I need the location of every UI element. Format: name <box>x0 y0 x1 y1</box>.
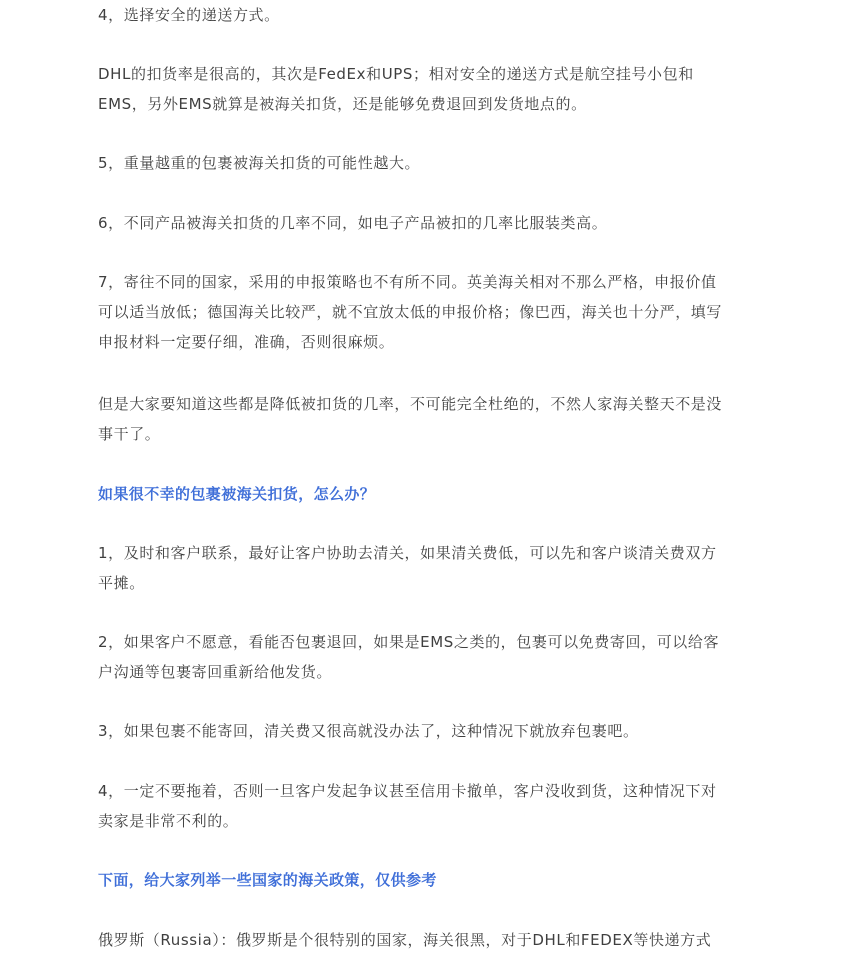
paragraph-russia <box>98 925 754 955</box>
paragraph-line: 2，如果客户不愿意，看能否包裹退回，如果是EMS之类的，包裹可以免费寄回，可以给客 <box>98 633 720 651</box>
paragraph-line: 3，如果包裹不能寄回，清关费又很高就没办法了，这种情况下就放弃包裹吧。 <box>98 722 639 740</box>
paragraph-tip-5 <box>98 148 754 178</box>
paragraph-step-1 <box>98 538 754 598</box>
section-heading-seized-package <box>98 479 754 509</box>
paragraph-step-4 <box>98 776 754 836</box>
paragraph-line: 4，一定不要拖着，否则一旦客户发起争议甚至信用卡撤单，客户没收到货，这种情况下对 <box>98 782 717 800</box>
paragraph-line: 卖家是非常不利的。 <box>98 812 239 830</box>
heading-line: 下面，给大家列举一些国家的海关政策，仅供参考 <box>98 871 437 889</box>
paragraph-line: 4，选择安全的递送方式。 <box>98 6 280 24</box>
paragraph-step-3 <box>98 716 754 746</box>
paragraph-line: 但是大家要知道这些都是降低被扣货的几率，不可能完全杜绝的，不然人家海关整天不是没 <box>98 395 723 413</box>
paragraph-line: 可以适当放低；德国海关比较严，就不宜放太低的申报价格；像巴西，海关也十分严，填写 <box>98 303 723 321</box>
paragraph-line: 申报材料一定要仔细，准确，否则很麻烦。 <box>98 333 395 351</box>
paragraph-carrier-risk <box>98 59 754 119</box>
paragraph-line: 俄罗斯（Russia）：俄罗斯是个很特别的国家，海关很黑，对于DHL和FEDEX等快递方式 <box>98 931 712 949</box>
heading-line: 如果很不幸的包裹被海关扣货，怎么办？ <box>98 485 376 503</box>
paragraph-line: 平摊。 <box>98 574 145 592</box>
paragraph-line: 6，不同产品被海关扣货的几率不同，如电子产品被扣的几率比服装类高。 <box>98 214 608 232</box>
paragraph-line: 5，重量越重的包裹被海关扣货的可能性越大。 <box>98 154 421 172</box>
paragraph-tip-7 <box>98 267 754 357</box>
paragraph-line: DHL的扣货率是很高的，其次是FedEx和UPS；相对安全的递送方式是航空挂号小包和 <box>98 65 694 83</box>
paragraph-step-2 <box>98 627 754 687</box>
paragraph-line: 7，寄往不同的国家，采用的申报策略也不有所不同。英美海关相对不那么严格，申报价值 <box>98 273 717 291</box>
paragraph-caveat <box>98 389 754 449</box>
section-heading-country-policies <box>98 865 754 895</box>
paragraph-tip-4 <box>98 0 754 30</box>
paragraph-tip-6 <box>98 208 754 238</box>
paragraph-line: 户沟通等包裹寄回重新给他发货。 <box>98 663 333 681</box>
paragraph-line: 1，及时和客户联系，最好让客户协助去清关，如果清关费低，可以先和客户谈清关费双方 <box>98 544 717 562</box>
paragraph-line: EMS，另外EMS就算是被海关扣货，还是能够免费退回到发货地点的。 <box>98 95 587 113</box>
paragraph-line: 事干了。 <box>98 425 161 443</box>
